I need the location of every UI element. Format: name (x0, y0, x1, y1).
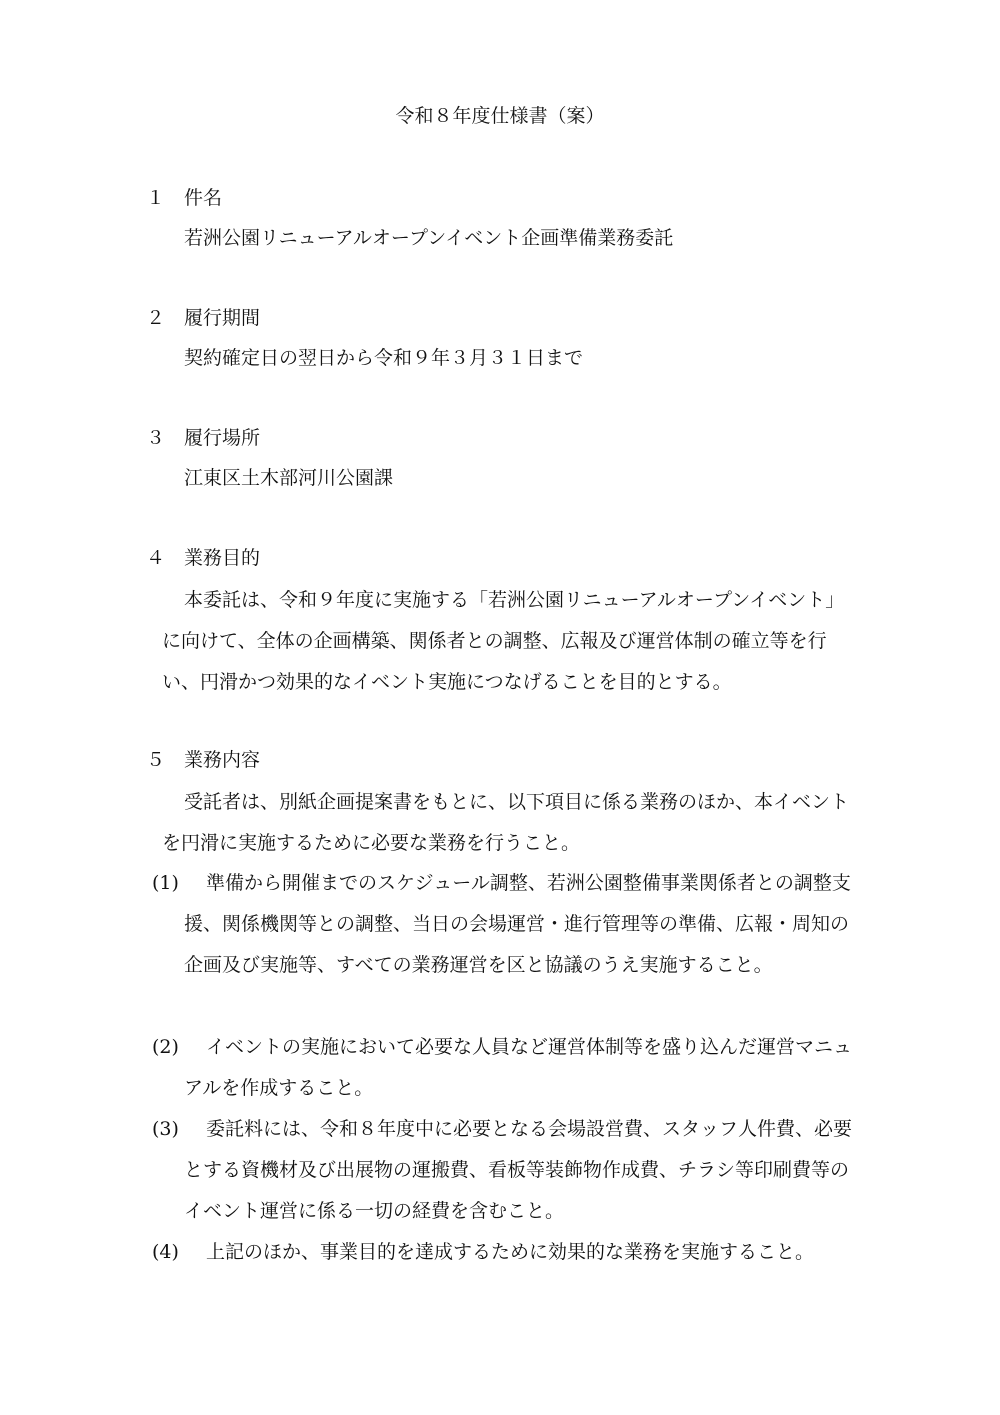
section-number: ３ (146, 427, 166, 449)
section-4-body (162, 580, 862, 703)
item-text: 準備から開催までのスケジュール調整、若洲公園整備事業関係者との調整支援、関係機関等との調整、当日の会場運営・進行管理等の準備、広報・周知の企画及び実施等、すべての業務運営を区と協議のうえ実施すること。 (184, 872, 851, 976)
section-number: ４ (146, 547, 166, 569)
section-number: ５ (146, 749, 166, 771)
section-heading-text: 件名 (184, 187, 223, 209)
section-1-body: 若洲公園リニューアルオープンイベント企画準備業務委託 (184, 227, 674, 249)
item-text: 上記のほか、事業目的を達成するために効果的な業務を実施すること。 (206, 1241, 815, 1263)
list-item (152, 1027, 862, 1109)
section-heading-text: 業務内容 (184, 749, 261, 771)
section-5-heading (146, 748, 260, 772)
section-number: ２ (146, 307, 166, 329)
section-number: １ (146, 187, 166, 209)
item-text: 委託料には、令和８年度中に必要となる会場設営費、スタッフ人件費、必要とする資機材及び出展物の運搬費、看板等装飾物作成費、チラシ等印刷費等のイベント運営に係る一切の経費を含むこと。 (184, 1118, 853, 1222)
list-item (152, 863, 862, 986)
list-item (152, 1109, 862, 1232)
section-2-heading (146, 306, 260, 330)
item-marker: (3) (152, 1118, 179, 1140)
item-marker: (1) (152, 872, 179, 894)
section-heading-text: 履行期間 (184, 307, 261, 329)
item-text: イベントの実施において必要な人員など運営体制等を盛り込んだ運営マニュアルを作成すること。 (184, 1036, 853, 1099)
paragraph: 受託者は、別紙企画提案書をもとに、以下項目に係る業務のほか、本イベントを円滑に実施するために必要な業務を行うこと。 (162, 791, 850, 854)
item-marker: (2) (152, 1036, 179, 1058)
document-title: 令和８年度仕様書（案） (395, 105, 605, 127)
paragraph: 本委託は、令和９年度に実施する「若洲公園リニューアルオープンイベント」に向けて、全体の企画構築、関係者との調整、広報及び運営体制の確立等を行い、円滑かつ効果的なイベント実施につなげることを目的とする。 (162, 589, 845, 693)
section-4-heading (146, 546, 260, 570)
section-heading-text: 履行場所 (184, 427, 261, 449)
section-2-body: 契約確定日の翌日から令和９年３月３１日まで (184, 347, 584, 369)
section-heading-text: 業務目的 (184, 547, 261, 569)
item-marker: (4) (152, 1241, 179, 1263)
section-5-body (162, 782, 862, 864)
section-3-heading (146, 426, 260, 450)
section-1-heading (146, 186, 222, 210)
list-item (152, 1232, 862, 1273)
section-3-body: 江東区土木部河川公園課 (184, 467, 394, 489)
